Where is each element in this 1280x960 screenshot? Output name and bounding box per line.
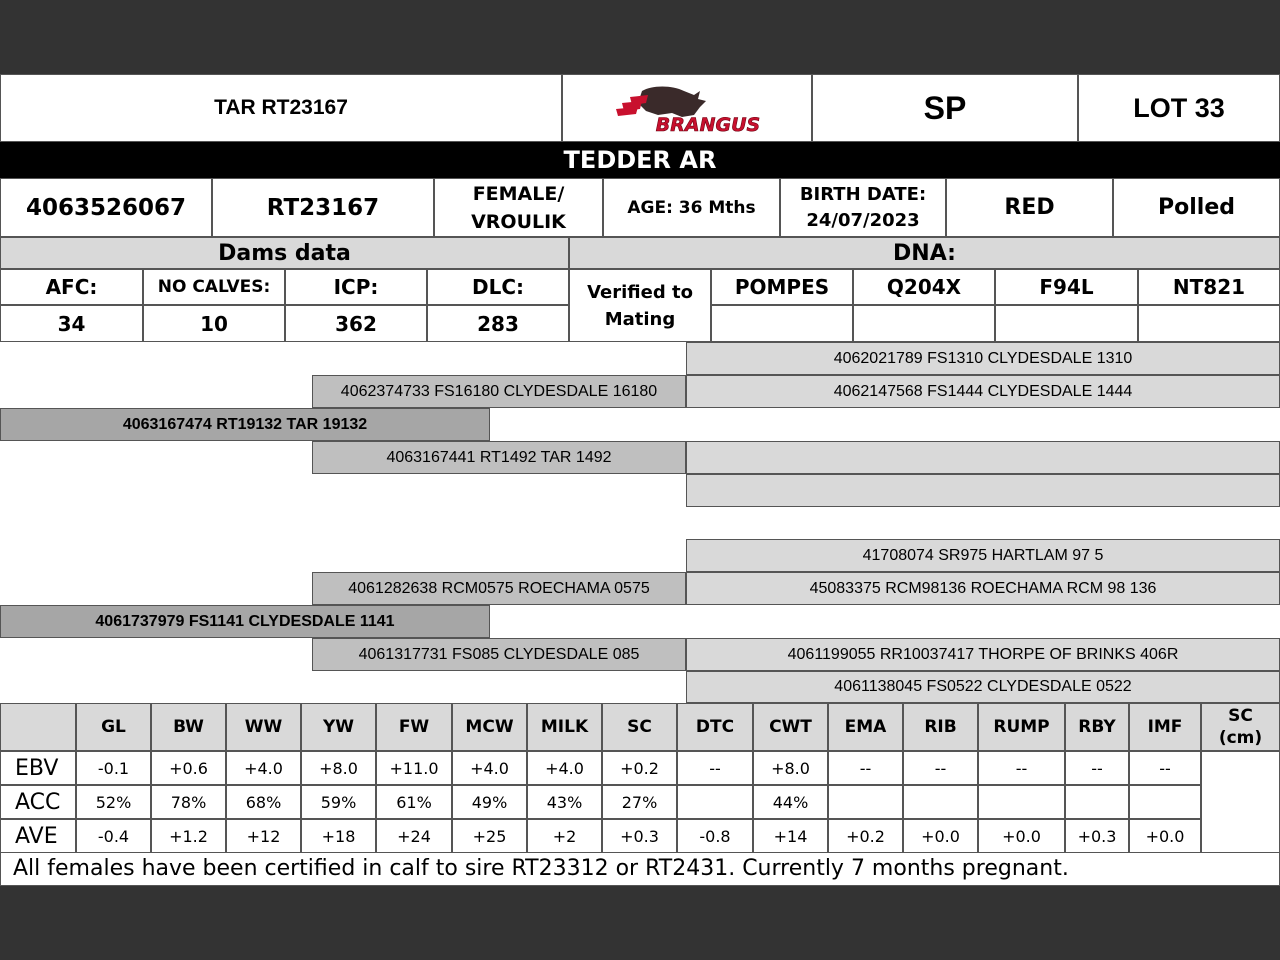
birth-date-label: BIRTH DATE: bbox=[799, 183, 927, 205]
ebv-header-ww: WW bbox=[226, 703, 301, 751]
ebv-header-rby: RBY bbox=[1065, 703, 1129, 751]
ebv-cell-acc-rump bbox=[978, 785, 1065, 819]
ebv-header-yw: YW bbox=[301, 703, 376, 751]
ebv-sc-cm-values bbox=[1201, 751, 1280, 853]
ebv-cell-acc-bw: 78% bbox=[151, 785, 226, 819]
pedigree-dam-sire: 4061282638 RCM0575 ROECHAMA 0575 bbox=[312, 572, 686, 605]
animal-id-number: 4063526067 bbox=[0, 178, 212, 237]
ebv-cell-acc-sc: 27% bbox=[602, 785, 677, 819]
ebv-cell-ave-ema: +0.2 bbox=[828, 819, 903, 853]
animal-colour: RED bbox=[946, 178, 1113, 237]
ebv-cell-ave-fw: +24 bbox=[376, 819, 452, 853]
ebv-cell-ebv-rib: -- bbox=[903, 751, 978, 785]
animal-sex bbox=[434, 178, 603, 237]
pedigree-dam-dam-dam: 4061138045 FS0522 CLYDESDALE 0522 bbox=[686, 671, 1280, 703]
ebv-cell-ebv-yw: +8.0 bbox=[301, 751, 376, 785]
dna-header-q204x: Q204X bbox=[853, 269, 995, 305]
ebv-cell-acc-dtc bbox=[677, 785, 753, 819]
ebv-header-milk: MILK bbox=[527, 703, 602, 751]
footer-note: All females have been certified in calf to sire RT23312 or RT2431. Currently 7 months pregnant. bbox=[0, 851, 1280, 886]
pedigree-sire-sire-sire: 4062021789 FS1310 CLYDESDALE 1310 bbox=[686, 342, 1280, 375]
ebv-header-rump: RUMP bbox=[978, 703, 1065, 751]
ebv-cell-ebv-bw: +0.6 bbox=[151, 751, 226, 785]
birth-date-value: 24/07/2023 bbox=[806, 209, 920, 231]
ebv-cell-acc-mcw: 49% bbox=[452, 785, 527, 819]
dna-header-pompes: POMPES bbox=[711, 269, 853, 305]
ebv-header-bw: BW bbox=[151, 703, 226, 751]
ebv-header-rib: RIB bbox=[903, 703, 978, 751]
ebv-header-imf: IMF bbox=[1129, 703, 1201, 751]
ebv-cell-acc-milk: 43% bbox=[527, 785, 602, 819]
ebv-cell-ebv-milk: +4.0 bbox=[527, 751, 602, 785]
ebv-cell-acc-imf bbox=[1129, 785, 1201, 819]
animal-tag: TAR RT23167 bbox=[0, 74, 562, 142]
ebv-cell-acc-yw: 59% bbox=[301, 785, 376, 819]
dna-value-q204x bbox=[853, 305, 995, 342]
ebv-header-ema: EMA bbox=[828, 703, 903, 751]
brangus-logo bbox=[562, 74, 812, 142]
ebv-cell-ebv-ema: -- bbox=[828, 751, 903, 785]
ebv-cell-ave-rib: +0.0 bbox=[903, 819, 978, 853]
ebv-cell-acc-rib bbox=[903, 785, 978, 819]
dna-value-f94l bbox=[995, 305, 1138, 342]
dna-verified bbox=[569, 269, 711, 342]
ebv-cell-ave-rump: +0.0 bbox=[978, 819, 1065, 853]
ebv-header-mcw: MCW bbox=[452, 703, 527, 751]
class-label: SP bbox=[812, 74, 1078, 142]
animal-age: AGE: 36 Mths bbox=[603, 178, 780, 237]
ebv-cell-ave-ww: +12 bbox=[226, 819, 301, 853]
dams-value-icp: 362 bbox=[285, 305, 427, 342]
ebv-cell-ave-dtc: -0.8 bbox=[677, 819, 753, 853]
ebv-cell-ave-imf: +0.0 bbox=[1129, 819, 1201, 853]
ebv-cell-ave-bw: +1.2 bbox=[151, 819, 226, 853]
pedigree-sire: 4063167474 RT19132 TAR 19132 bbox=[0, 408, 490, 441]
ebv-cell-acc-rby bbox=[1065, 785, 1129, 819]
ebv-row-label-acc: ACC bbox=[0, 785, 76, 819]
pedigree-sire-dam: 4063167441 RT1492 TAR 1492 bbox=[312, 441, 686, 474]
ebv-cell-ebv-mcw: +4.0 bbox=[452, 751, 527, 785]
ebv-cell-acc-gl: 52% bbox=[76, 785, 151, 819]
ebv-cell-ebv-imf: -- bbox=[1129, 751, 1201, 785]
ebv-header-sc: SC bbox=[602, 703, 677, 751]
ebv-header-cwt: CWT bbox=[753, 703, 828, 751]
dna-value-nt821 bbox=[1138, 305, 1280, 342]
ebv-cell-ebv-gl: -0.1 bbox=[76, 751, 151, 785]
pedigree-sire-sire: 4062374733 FS16180 CLYDESDALE 16180 bbox=[312, 375, 686, 408]
pedigree-sire-sire-dam: 4062147568 FS1444 CLYDESDALE 1444 bbox=[686, 375, 1280, 408]
animal-tattoo: RT23167 bbox=[212, 178, 434, 237]
ebv-cell-acc-fw: 61% bbox=[376, 785, 452, 819]
ebv-row-label-ave: AVE bbox=[0, 819, 76, 853]
pedigree-dam-dam-sire: 4061199055 RR10037417 THORPE OF BRINKS 406R bbox=[686, 638, 1280, 671]
dams-header-icp: ICP: bbox=[285, 269, 427, 305]
dna-value-pompes bbox=[711, 305, 853, 342]
ebv-cell-acc-ww: 68% bbox=[226, 785, 301, 819]
ebv-header-fw: FW bbox=[376, 703, 452, 751]
pedigree-sire-dam-dam bbox=[686, 474, 1280, 507]
animal-horn-status: Polled bbox=[1113, 178, 1280, 237]
ebv-header-dtc: DTC bbox=[677, 703, 753, 751]
ebv-cell-ave-mcw: +25 bbox=[452, 819, 527, 853]
ebv-header-sc-cm-line1: SC bbox=[1228, 706, 1253, 726]
ebv-cell-ave-gl: -0.4 bbox=[76, 819, 151, 853]
ebv-cell-ebv-rby: -- bbox=[1065, 751, 1129, 785]
ebv-header-sc-cm-line2: (cm) bbox=[1218, 728, 1263, 748]
logo-text: BRANGUS bbox=[655, 114, 761, 135]
ebv-cell-ave-milk: +2 bbox=[527, 819, 602, 853]
ebv-cell-acc-ema bbox=[828, 785, 903, 819]
dams-value-calves: 10 bbox=[143, 305, 285, 342]
dams-data-title: Dams data bbox=[0, 237, 569, 269]
ebv-cell-ave-sc: +0.3 bbox=[602, 819, 677, 853]
ebv-cell-ebv-cwt: +8.0 bbox=[753, 751, 828, 785]
ebv-row-label-ebv: EBV bbox=[0, 751, 76, 785]
ebv-cell-ebv-dtc: -- bbox=[677, 751, 753, 785]
dna-title: DNA: bbox=[569, 237, 1280, 269]
dna-header-nt821: NT821 bbox=[1138, 269, 1280, 305]
ebv-cell-ebv-rump: -- bbox=[978, 751, 1065, 785]
ebv-cell-ave-rby: +0.3 bbox=[1065, 819, 1129, 853]
ebv-header-gl: GL bbox=[76, 703, 151, 751]
ebv-cell-acc-cwt: 44% bbox=[753, 785, 828, 819]
lot-number: LOT 33 bbox=[1078, 74, 1280, 142]
animal-birth-date bbox=[780, 178, 946, 237]
pedigree-dam-sire-dam: 45083375 RCM98136 ROECHAMA RCM 98 136 bbox=[686, 572, 1280, 605]
sex-label-af: VROULIK bbox=[471, 210, 566, 233]
dams-header-afc: AFC: bbox=[0, 269, 143, 305]
ebv-cell-ebv-sc: +0.2 bbox=[602, 751, 677, 785]
dams-header-calves: NO CALVES: bbox=[143, 269, 285, 305]
pedigree-dam-sire-sire: 41708074 SR975 HARTLAM 97 5 bbox=[686, 539, 1280, 572]
bull-logo-icon bbox=[602, 81, 772, 135]
pedigree-dam: 4061737979 FS1141 CLYDESDALE 1141 bbox=[0, 605, 490, 638]
ebv-cell-ebv-fw: +11.0 bbox=[376, 751, 452, 785]
dams-header-dlc: DLC: bbox=[427, 269, 569, 305]
animal-name: TEDDER AR bbox=[0, 142, 1280, 178]
dna-verified-line1: Verified to bbox=[587, 281, 693, 303]
dams-value-afc: 34 bbox=[0, 305, 143, 342]
ebv-cell-ave-cwt: +14 bbox=[753, 819, 828, 853]
ebv-cell-ave-yw: +18 bbox=[301, 819, 376, 853]
lot-sheet bbox=[0, 74, 1280, 886]
dna-header-f94l: F94L bbox=[995, 269, 1138, 305]
dna-verified-line2: Mating bbox=[604, 308, 676, 330]
dams-value-dlc: 283 bbox=[427, 305, 569, 342]
ebv-header-corner bbox=[0, 703, 76, 751]
ebv-cell-ebv-ww: +4.0 bbox=[226, 751, 301, 785]
pedigree-sire-dam-sire bbox=[686, 441, 1280, 474]
pedigree-dam-dam: 4061317731 FS085 CLYDESDALE 085 bbox=[312, 638, 686, 671]
ebv-header-sc-cm bbox=[1201, 703, 1280, 751]
sex-label-en: FEMALE/ bbox=[472, 182, 565, 205]
